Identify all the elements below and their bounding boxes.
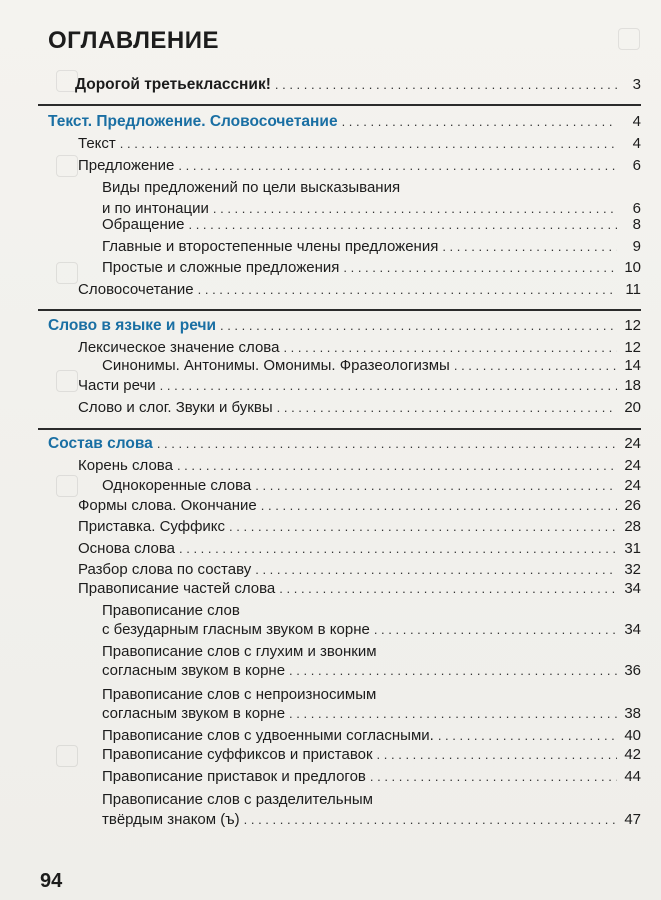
toc-entry[interactable] (78, 279, 641, 301)
toc-page-number: 24 (624, 435, 641, 452)
leader-dots (255, 475, 617, 497)
toc-page-number: 20 (624, 399, 641, 416)
toc-section-heading[interactable] (48, 111, 641, 133)
toc-page-number: 4 (632, 135, 641, 152)
toc-page-number: 24 (624, 457, 641, 474)
toc-entry[interactable] (102, 355, 641, 377)
leader-dots (220, 315, 617, 337)
toc-entry[interactable] (102, 475, 641, 497)
toc-page-number: 36 (624, 662, 641, 679)
leader-dots (229, 516, 617, 538)
leader-dots (377, 744, 617, 766)
toc-entry-label: Простые и сложные предложения (102, 259, 340, 276)
leader-dots (157, 433, 617, 455)
toc-page-number: 32 (624, 561, 641, 578)
toc-entry-label: Правописание слов с удвоенными согласными. (102, 727, 434, 744)
toc-entry-label: Обращение (102, 216, 185, 233)
toc-entry[interactable] (102, 789, 641, 811)
toc-section-title: Состав слова (48, 435, 153, 452)
leader-dots (261, 495, 617, 517)
toc-entry[interactable] (78, 455, 641, 477)
leader-dots (279, 578, 617, 600)
toc-entry[interactable] (102, 236, 641, 258)
toc-page-number: 6 (632, 200, 641, 217)
toc-entry-label: согласным звуком в корне (102, 662, 286, 679)
leader-dots (188, 214, 617, 236)
toc-page-number: 3 (632, 76, 641, 93)
toc-entry[interactable] (102, 809, 641, 831)
toc-page-number: 11 (625, 281, 641, 298)
toc-entry[interactable] (78, 133, 641, 155)
page-number: 94 (40, 870, 63, 892)
toc-entry[interactable] (78, 538, 641, 560)
toc-entry-label: Основа слова (78, 540, 176, 557)
toc-page-number: 12 (624, 317, 641, 334)
leader-dots (275, 74, 617, 96)
toc-entry-label: согласным звуком в корне (102, 705, 286, 722)
toc-entry[interactable] (102, 766, 641, 788)
toc-entry-label: и по интонации (102, 200, 209, 217)
toc-entry[interactable] (78, 578, 641, 600)
leader-dots (374, 619, 617, 641)
toc-entry[interactable] (102, 177, 641, 199)
toc-entry-label: Правописание частей слова (78, 580, 276, 597)
toc-entry-label: Виды предложений по цели высказывания (102, 179, 401, 196)
toc-page-number: 14 (624, 357, 641, 374)
leader-dots (178, 155, 617, 177)
toc-page-number: 4 (632, 113, 641, 130)
leader-dots (454, 355, 617, 377)
section-divider (38, 104, 641, 106)
toc-page-number: 31 (624, 540, 641, 557)
toc-page-number: 38 (624, 705, 641, 722)
leader-dots (277, 397, 617, 419)
toc-entry-label: с безударным гласным звуком в корне (102, 621, 370, 638)
toc-page-number: 24 (624, 477, 641, 494)
toc-entry[interactable] (78, 155, 641, 177)
leader-dots (179, 538, 617, 560)
toc-entry-label: Главные и второстепенные члены предложения (102, 238, 439, 255)
toc-entry[interactable] (78, 516, 641, 538)
toc-entry-label: Правописание суффиксов и приставок (102, 746, 373, 763)
toc-page-number: 40 (624, 727, 641, 744)
leader-dots (343, 257, 617, 279)
toc-page-number: 9 (632, 238, 641, 255)
leader-dots (120, 133, 617, 155)
toc-entry[interactable] (78, 495, 641, 517)
toc-entry-label: Однокоренные слова (102, 477, 252, 494)
toc-entry-label: Дорогой третьеклассник! (75, 76, 271, 93)
toc-entry-label: твёрдым знаком (ъ) (102, 811, 240, 828)
toc-entry-label: Правописание слов с глухим и звонким (102, 643, 377, 660)
toc-entry-label: Части речи (78, 377, 156, 394)
toc-entry-label: Текст (78, 135, 116, 152)
toc-page-number: 26 (624, 497, 641, 514)
toc-entry-label: Лексическое значение слова (78, 339, 280, 356)
toc-page-number: 6 (632, 157, 641, 174)
toc-page-number: 42 (624, 746, 641, 763)
page-title: ОГЛАВЛЕНИЕ (48, 27, 220, 54)
leader-dots (198, 279, 617, 301)
toc-entry[interactable] (78, 375, 641, 397)
toc-entry-label: Правописание приставок и предлогов (102, 768, 366, 785)
toc-entry-label: Правописание слов с непроизносимым (102, 686, 377, 703)
toc-page-number: 34 (624, 580, 641, 597)
leader-dots (370, 766, 617, 788)
leader-dots (289, 703, 617, 725)
leader-dots (289, 660, 617, 682)
toc-entry-label: Формы слова. Окончание (78, 497, 257, 514)
section-divider (38, 309, 641, 311)
toc-entry[interactable] (102, 619, 641, 641)
toc-entry[interactable] (78, 397, 641, 419)
toc-section-title: Текст. Предложение. Словосочетание (48, 113, 338, 130)
toc-page-number: 18 (624, 377, 641, 394)
toc-entry-label: Правописание слов с разделительным (102, 791, 373, 808)
toc-entry[interactable] (102, 257, 641, 279)
toc-entry[interactable] (102, 744, 641, 766)
leader-dots (442, 236, 617, 258)
toc-page-number: 34 (624, 621, 641, 638)
toc-entry-label: Предложение (78, 157, 175, 174)
section-divider (38, 428, 641, 430)
toc-page-number: 10 (624, 259, 641, 276)
toc-entry-label: Приставка. Суффикс (78, 518, 226, 535)
toc-page-number: 44 (624, 768, 641, 785)
toc-entry-label: Разбор слова по составу (78, 561, 252, 578)
toc-entry-label: Словосочетание (78, 281, 194, 298)
toc-page-number: 47 (624, 811, 641, 828)
leader-dots (160, 375, 617, 397)
toc-page-number: 28 (624, 518, 641, 535)
toc-entry-label: Слово и слог. Звуки и буквы (78, 399, 273, 416)
toc-entry-label: Правописание слов (102, 602, 240, 619)
leader-dots (177, 455, 617, 477)
toc-section-title: Слово в языке и речи (48, 317, 216, 334)
toc-page-number: 12 (624, 339, 641, 356)
toc-entry[interactable] (102, 703, 641, 725)
toc-entry-label: Корень слова (78, 457, 173, 474)
leader-dots (342, 111, 617, 133)
toc-section-heading[interactable] (48, 315, 641, 337)
toc-entry-intro[interactable] (75, 74, 641, 96)
toc-section-heading[interactable] (48, 433, 641, 455)
toc-page-number: 8 (632, 216, 641, 233)
leader-dots (244, 809, 617, 831)
toc-entry[interactable] (102, 660, 641, 682)
toc-entry-label: Синонимы. Антонимы. Омонимы. Фразеологизмы (102, 357, 450, 374)
toc-entry[interactable] (102, 214, 641, 236)
